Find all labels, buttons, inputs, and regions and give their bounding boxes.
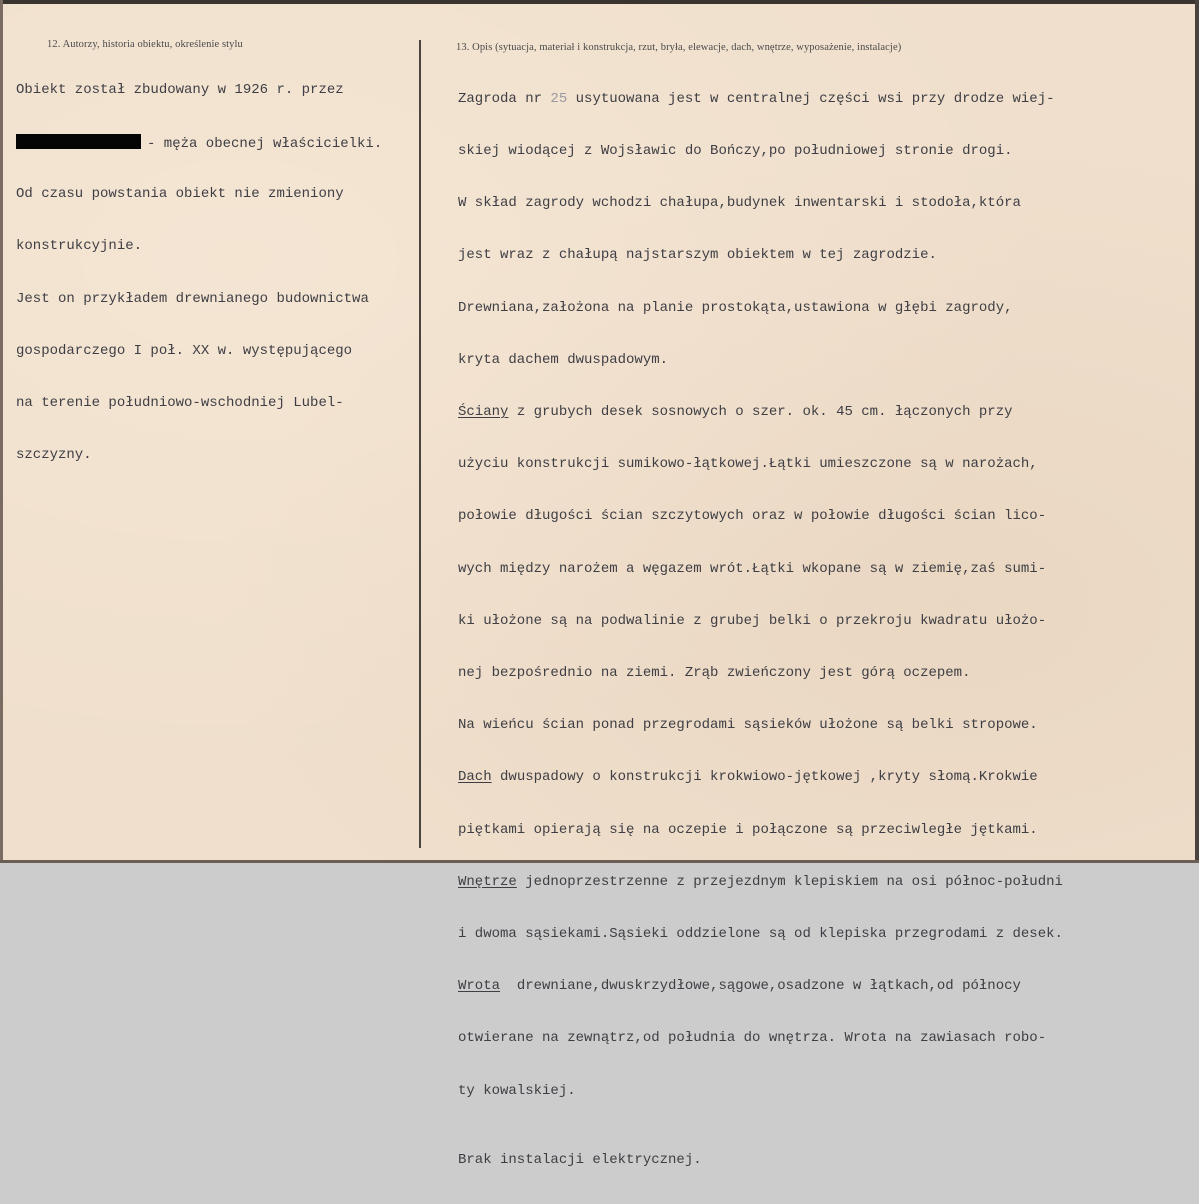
- section-13-line: nej bezpośrednio na ziemi. Zrąb zwieńczony jest górą oczepem.: [458, 665, 971, 682]
- interior-label: Wnętrze: [458, 873, 517, 890]
- gates-label: Wrota: [458, 978, 501, 995]
- farm-label: Zagroda nr: [458, 90, 543, 107]
- section-12-line: Obiekt został zbudowany w 1926 r. przez: [16, 81, 344, 98]
- section-12-line: szczyzny.: [16, 447, 92, 464]
- section-13-line: piętkami opierają się na oczepie i połączone są przeciwległe jętkami.: [458, 821, 1038, 838]
- section-13-line: Drewniana,założona na planie prostokąta,ustawiona w głębi zagrody,: [458, 299, 1013, 316]
- section-13-line: [458, 91, 1063, 108]
- section-13-line: [458, 769, 1063, 786]
- section-13-line: ty kowalskiej.: [458, 1082, 576, 1099]
- section-13-line: [458, 978, 1063, 995]
- interior-text: jednoprzestrzenne z przejezdnym klepiskiem na osi północ-południ: [516, 873, 1063, 890]
- section-13-line: kryta dachem dwuspadowym.: [458, 351, 669, 368]
- section-12-text: [16, 47, 382, 499]
- section-12-line: gospodarczego I poł. XX w. występującego: [16, 342, 353, 359]
- redaction-bar: [16, 134, 141, 149]
- section-13-line: skiej wiodącej z Wojsławic do Bończy,po południowej stronie drogi.: [458, 143, 1013, 160]
- card-edge-right: [1195, 0, 1199, 863]
- section-12-line-redacted: [16, 134, 382, 151]
- card-edge-left: [0, 0, 3, 863]
- section-13-line: otwierane na zewnątrz,od południa do wnętrza. Wrota na zawiasach robo-: [458, 1030, 1047, 1047]
- section-13-line: i dwoma sąsiekami.Sąsieki oddzielone są od klepiska przegrodami z desek.: [458, 926, 1063, 943]
- section-12-line-text: - męża obecnej właścicielki.: [147, 136, 383, 153]
- section-13-text: [458, 56, 1063, 1204]
- roof-text: dwuspadowy o konstrukcji krokwiowo-jętkowej ,kryty słomą.Krokwie: [491, 769, 1038, 786]
- section-12-line: Jest on przykładem drewnianego budownictwa: [16, 290, 369, 307]
- gates-text: drewniane,dwuskrzydłowe,sągowe,osadzone w łątkach,od północy: [500, 978, 1021, 995]
- column-divider: [419, 40, 421, 848]
- section-13-line-text: usytuowana jest w centralnej części wsi przy drodze wiej-: [567, 90, 1055, 107]
- installations-note: Brak instalacji elektrycznej.: [458, 1152, 702, 1169]
- section-13-line: W skład zagrody wchodzi chałupa,budynek inwentarski i stodoła,która: [458, 195, 1021, 212]
- section-13-line: [458, 404, 1063, 421]
- section-13-line: połowie długości ścian szczytowych oraz w połowie długości ścian lico-: [458, 508, 1047, 525]
- section-12-header: 12. Autorzy, historia obiektu, określenie stylu: [47, 39, 243, 50]
- section-13-line: jest wraz z chałupą najstarszym obiektem w tej zagrodzie.: [458, 247, 937, 264]
- walls-text: z grubych desek sosnowych o szer. ok. 45 cm. łączonych przy: [508, 404, 1013, 421]
- section-12-line: Od czasu powstania obiekt nie zmieniony: [16, 186, 344, 203]
- card-edge-top: [0, 0, 1199, 4]
- section-13-line: [458, 874, 1063, 891]
- section-13-header: 13. Opis (sytuacja, materiał i konstrukcja, rzut, bryła, elewacje, dach, wnętrze, wyposażenie, instalacje): [456, 42, 902, 53]
- section-13-line: wych między narożem a węgazem wrót.Łątki wkopane są w ziemię,zaś sumi-: [458, 560, 1047, 577]
- walls-label: Ściany: [458, 404, 509, 421]
- farm-number: 25: [550, 90, 568, 107]
- section-12-line: konstrukcyjnie.: [16, 238, 143, 255]
- section-13-line: Na wieńcu ścian ponad przegrodami sąsieków ułożone są belki stropowe.: [458, 717, 1038, 734]
- section-13-line: ki ułożone są na podwalinie z grubej belki o przekroju kwadratu ułożo-: [458, 612, 1047, 629]
- roof-label: Dach: [458, 769, 492, 786]
- section-13-line: użyciu konstrukcji sumikowo-łątkowej.Łątki umieszczone są w narożach,: [458, 456, 1038, 473]
- section-12-line: na terenie południowo-wschodniej Lubel-: [16, 395, 344, 412]
